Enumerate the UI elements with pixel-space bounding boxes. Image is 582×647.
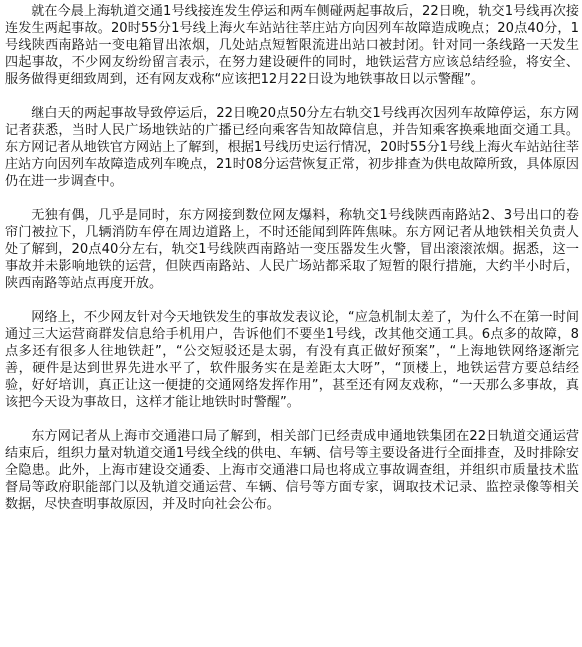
article-paragraph-4: 网络上，不少网友针对今天地铁发生的事故发表议论，“应急机制太差了，为什么不在第一时间通过三大运营商群发信息给手机用户，告诉他们不要坐1号线，改其他交通工具。6点多的故障，8点多还有很多人往地铁赶”，“公交短驳还是太弱，有没有真正做好预案”，“上海地铁网络逐渐完善，硬件是达到世界先进水平了，软件服务实在是差距太大呀”，“顶楼上，地铁运营方要总结经验，好好培训，真正让这一便捷的交通网络发挥作用”，甚至还有网友戏称，“一天那么多事故，真该把今天设为事故日，这样才能让地铁时时警醒”。 (5, 310, 579, 410)
article-paragraph-3: 无独有偶，几乎是同时，东方网接到数位网友爆料，称轨交1号线陕西南路站2、3号出口的卷帘门被拉下，几辆消防车停在周边道路上，不时还能闻到阵阵焦味。东方网记者从地铁相关负责人处了解到，20点40分左右，轨交1号线陕西南路站一变压器发生火警，冒出滚滚浓烟。据悉，这一事故并未影响地铁的运营，但陕西南路站、人民广场站都采取了短暂的限行措施，大约半小时后，陕西南路等站点再度开放。 (5, 208, 579, 291)
article-paragraph-5: 东方网记者从上海市交通港口局了解到，相关部门已经责成申通地铁集团在22日轨道交通运营结束后，组织力量对轨道交通1号线全线的供电、车辆、信号等主要设备进行全面排查，及时排除安全隐患。此外，上海市建设交通委、上海市交通港口局也将成立事故调查组，并组织市质量技术监督局等政府职能部门以及轨道交通运营、车辆、信号等方面专家，调取技术记录、监控录像等相关数据，尽快查明事故原因，并及时向社会公布。 (5, 429, 579, 512)
article-paragraph-2: 继白天的两起事故导致停运后，22日晚20点50分左右轨交1号线再次因列车故障停运，东方网记者获悉，当时人民广场地铁站的广播已经向乘客告知故障信息，并告知乘客换乘地面交通工具。东方网记者从地铁官方网站上了解到，根据1号线历史运行情况，20时55分1号线上海火车站站往莘庄站方向因列车故障造成列车晚点，21时08分运营恢复正常，初步排查为供电故障所致，具体原因仍在进一步调查中。 (5, 106, 579, 189)
article-paragraph-1: 就在今晨上海轨道交通1号线接连发生停运和两车侧碰两起事故后，22日晚，轨交1号线再次接连发生两起事故。20时55分1号线上海火车站站往莘庄站方向因列车故障造成晚点；20点40分，1号线陕西南路站一变电箱冒出浓烟，几处站点短暂限流进出站口被封闭。针对同一条线路一天发生四起事故，不少网友纷纷留言表示，在努力建设硬件的同时，地铁运营方应该总结经验，将安全、服务做得更细致周到，还有网友戏称“应该把12月22日设为地铁事故日以示警醒”。 (5, 4, 579, 87)
